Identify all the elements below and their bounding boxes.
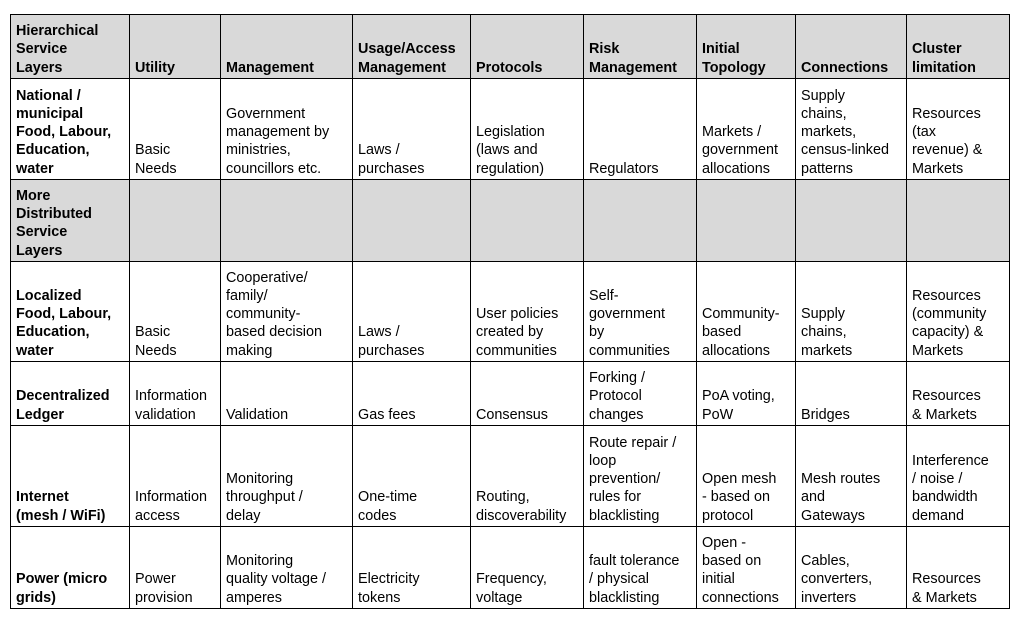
table-cell: Information access	[130, 426, 221, 527]
service-layers-table	[10, 14, 1010, 609]
row-label-cell: Internet (mesh / WiFi)	[11, 426, 130, 527]
row-label-cell: Power (micro grids)	[11, 527, 130, 609]
section-header-row	[11, 180, 1010, 262]
table-cell: Mesh routes and Gateways	[796, 426, 907, 527]
header-cell: Hierarchical Service Layers	[11, 15, 130, 79]
table-row	[11, 527, 1010, 609]
table-row	[11, 79, 1010, 180]
table-cell: Gas fees	[353, 362, 471, 426]
table-cell: Electricity tokens	[353, 527, 471, 609]
table-row	[11, 262, 1010, 362]
table-cell	[796, 180, 907, 262]
header-cell: Risk Management	[584, 15, 697, 79]
table-cell: Markets / government allocations	[697, 79, 796, 180]
header-cell: Protocols	[471, 15, 584, 79]
table-cell: Basic Needs	[130, 79, 221, 180]
table-cell	[221, 180, 353, 262]
table-cell	[697, 180, 796, 262]
table-header-row	[11, 15, 1010, 79]
section-label-cell: More Distributed Service Layers	[11, 180, 130, 262]
table-cell: Government management by ministries, councillors etc.	[221, 79, 353, 180]
table-cell	[584, 180, 697, 262]
table-cell: fault tolerance / physical blacklisting	[584, 527, 697, 609]
header-cell: Initial Topology	[697, 15, 796, 79]
table-cell: Cooperative/ family/ community- based decision making	[221, 262, 353, 362]
table-cell: Consensus	[471, 362, 584, 426]
table-cell	[130, 180, 221, 262]
table-cell: Bridges	[796, 362, 907, 426]
table-cell: Forking / Protocol changes	[584, 362, 697, 426]
table-cell	[907, 180, 1010, 262]
table-cell: Laws / purchases	[353, 79, 471, 180]
table-cell: Monitoring quality voltage / amperes	[221, 527, 353, 609]
table-cell: Supply chains, markets, census-linked patterns	[796, 79, 907, 180]
table-cell: Resources (tax revenue) & Markets	[907, 79, 1010, 180]
row-label-cell: National / municipal Food, Labour, Education, water	[11, 79, 130, 180]
table-row	[11, 362, 1010, 426]
table-cell: One-time codes	[353, 426, 471, 527]
table-cell: Resources & Markets	[907, 527, 1010, 609]
table-cell: Route repair / loop prevention/ rules for blacklisting	[584, 426, 697, 527]
table-cell	[471, 180, 584, 262]
header-cell: Connections	[796, 15, 907, 79]
table-cell: Resources & Markets	[907, 362, 1010, 426]
row-label-cell: Decentralized Ledger	[11, 362, 130, 426]
table-cell: Supply chains, markets	[796, 262, 907, 362]
table-row	[11, 426, 1010, 527]
table-cell: Interference / noise / bandwidth demand	[907, 426, 1010, 527]
table-cell: Information validation	[130, 362, 221, 426]
row-label-cell: Localized Food, Labour, Education, water	[11, 262, 130, 362]
table-cell: Routing, discoverability	[471, 426, 584, 527]
table-cell: Power provision	[130, 527, 221, 609]
table-cell: Open - based on initial connections	[697, 527, 796, 609]
table-cell: Validation	[221, 362, 353, 426]
table-cell: Community- based allocations	[697, 262, 796, 362]
table-cell: Open mesh - based on protocol	[697, 426, 796, 527]
header-cell: Usage/Access Management	[353, 15, 471, 79]
header-cell: Management	[221, 15, 353, 79]
header-cell: Utility	[130, 15, 221, 79]
header-cell: Cluster limitation	[907, 15, 1010, 79]
table-cell: PoA voting, PoW	[697, 362, 796, 426]
table-cell: Monitoring throughput / delay	[221, 426, 353, 527]
table-cell: Legislation (laws and regulation)	[471, 79, 584, 180]
table-cell: Regulators	[584, 79, 697, 180]
table-cell: User policies created by communities	[471, 262, 584, 362]
table-cell: Resources (community capacity) & Markets	[907, 262, 1010, 362]
table-cell	[353, 180, 471, 262]
table-cell: Laws / purchases	[353, 262, 471, 362]
table-cell: Frequency, voltage	[471, 527, 584, 609]
table-cell: Self- government by communities	[584, 262, 697, 362]
table-cell: Basic Needs	[130, 262, 221, 362]
table-cell: Cables, converters, inverters	[796, 527, 907, 609]
